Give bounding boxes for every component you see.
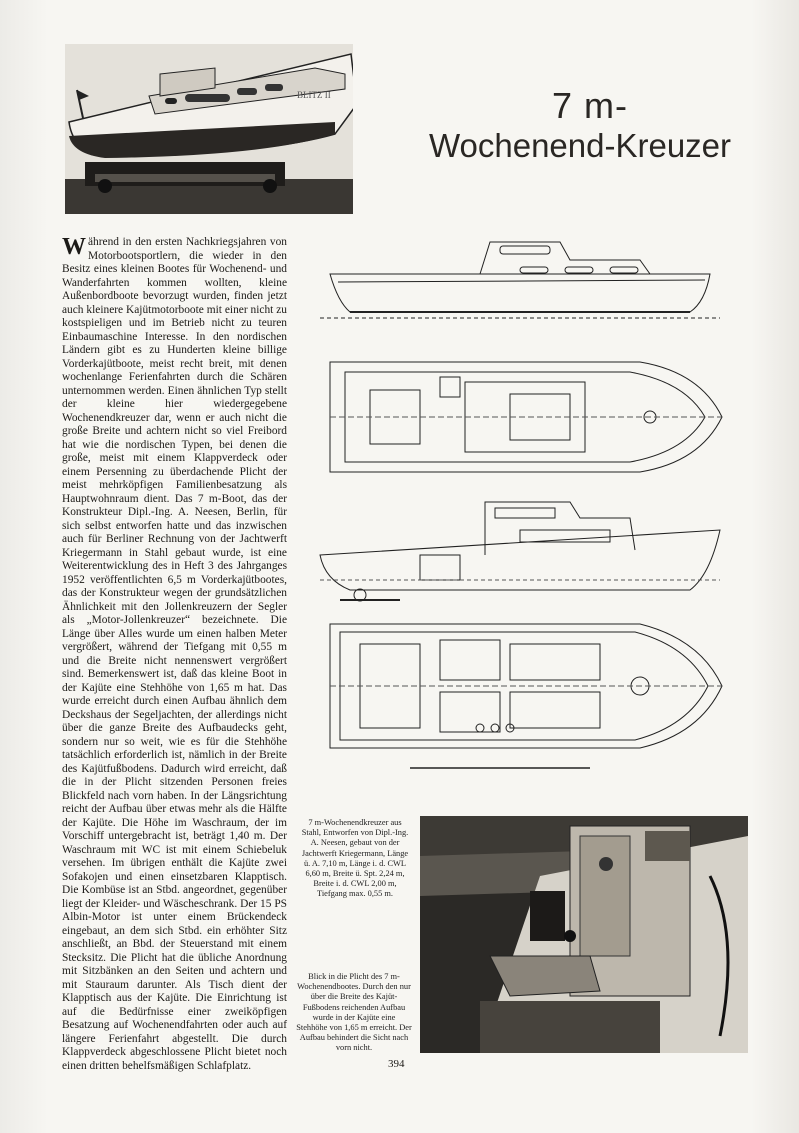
drawing-caption: 7 m-Wochenendkreuzer aus Stahl, Entworfen von Dipl.-Ing. A. Neesen, gebaut von der Jachtwerft Kriegermann, Länge ü. A. 7,10 m, Länge i. d. CWL 6,60 m, Breite ü. Spt. 2,24 m, Breite i. d. CWL 2,00 m, Tiefgang max. 0,55 m.: [301, 818, 409, 899]
article-body: [62, 236, 287, 1073]
title-line-2: Wochenend-Kreuzer: [428, 127, 732, 164]
article-title: [405, 86, 755, 166]
page-number: 394: [388, 1058, 405, 1070]
technical-drawings: [310, 232, 730, 772]
section-view: [320, 502, 720, 601]
boat-photo-top: [65, 44, 353, 214]
deck-plan-view: [330, 362, 722, 472]
hull-name-text: BLITZ II: [297, 90, 331, 100]
profile-view: [320, 242, 720, 318]
accommodation-plan-view: [330, 624, 722, 748]
article-body-text: ährend in den ersten Nachkriegsjahren von Motorbootsportlern, die wieder in den Besitz eines kleinen Bootes für Wochenend- und Wanderfahrten kommen wollten, kleine Außenbordboote bevorzugt wurden, finden jetzt auch kleinere Kajütmotorboote mit einer nicht zu kostspieligen und im Betrieb nicht zu teuren Einbaumaschine Interesse. In den nordischen Ländern gibt es zu Hunderten kleine billige Vorderkajütboote, meist recht breit, mit denen wochenlange Ferienfahrten durch die Schären unternommen werden. Einen ähnlichen Typ stellt der kleine hier wiedergegebene Wochenendkreuzer dar, wenn er auch nicht die große Breite und achtern nicht so viel Freibord hat wie die nordischen Typen, bei denen die große, meist mit einem Klappverdeck oder einem Persenning zu überdachende Plicht der meist mehrköpfigen Familienbesatzung als Hauptwohnraum dient. Das 7 m-Boot, das der Konstrukteur Dipl.-Ing. A. Neesen, Berlin, für sich selbst entworfen hatte und das inzwischen auch für Berliner Rechnung von der Jachtwerft Kriegermann in Stahl gebaut wurde, ist eine Weiterentwicklung des in Heft 3 des Jahrganges 1952 veröffentlichten 6,5 m Vorderkajütbootes, das der Konstrukteur wegen der grundsätzlichen Ähnlichkeit mit den Jollenkreuzern der Segler als „Motor-Jollenkreuzer“ bezeichnete. Die Länge über Alles wurde um einen halben Meter vergrößert, während der Tiefgang mit 0,55 m und die Breite nicht nennenswert vergrößert sind. Bemerkenswert ist, daß das kleine Boot in der Kajüte eine Stehhöhe von 1,65 m hat. Das wurde erreicht durch einen Aufbau ähnlich dem Deckshaus der Segeljachten, der allerdings nicht über die ganze Breite des Aufbaudecks geht, sondern nur so weit, wie es für die Stehhöhe tatsächlich erforderlich ist, nämlich in der Breite des Kajütfußbodens. Dadurch wird erreicht, daß die in der Plicht sitzenden Personen freies Blickfeld nach vorn haben. In der Längsrichtung reicht der Aufbau über etwas mehr als die Hälfte der Kajüte. Die Höhe im Waschraum, der im Vorschiff untergebracht ist, beträgt 1,40 m. Der Waschraum mit WC ist mit einem Schiebeluk versehen. Im übrigen enthält die Kajüte zwei Sofakojen und einen einsetzbaren Klapptisch. Die Kombüse ist an Stbd. angeordnet, gegenüber liegt der Kleider- und Wäscheschrank. Der 15 PS Albin-Motor ist unter einem Brückendeck eingebaut, an dem sich Stbd. ein erhöhter Sitz anschließt, an Bbd. der Steuerstand mit einem Stecksitz. Die Plicht hat die übliche Anordnung mit Sitzbänken an den Seiten und achtern und mit Stauraum darunter. Als Tisch dient der Klapptisch aus der Kajüte. Die Einrichtung ist auf die Bedürfnisse einer zweiköpfigen Besatzung auf Wochenendfahrten oder auch auf längere Ferienfahrt abgestellt. Die durch Klappverdeck abgeschlossene Plicht bietet noch einen dritten behelfsmäßigen Schlafplatz.: [62, 236, 287, 1072]
drop-cap: W: [62, 234, 86, 260]
title-line-1: 7 m-: [552, 85, 628, 126]
cockpit-photo: [420, 816, 748, 1053]
photo-caption: Blick in die Plicht des 7 m-Wochenendbootes. Durch den nur über die Breite des Kajüt-Fußbodens reichenden Aufbau wurde in der Kajüte eine Stehhöhe von 1,65 m erreicht. Der Aufbau behindert die Sicht nach vorn nicht.: [296, 972, 412, 1053]
